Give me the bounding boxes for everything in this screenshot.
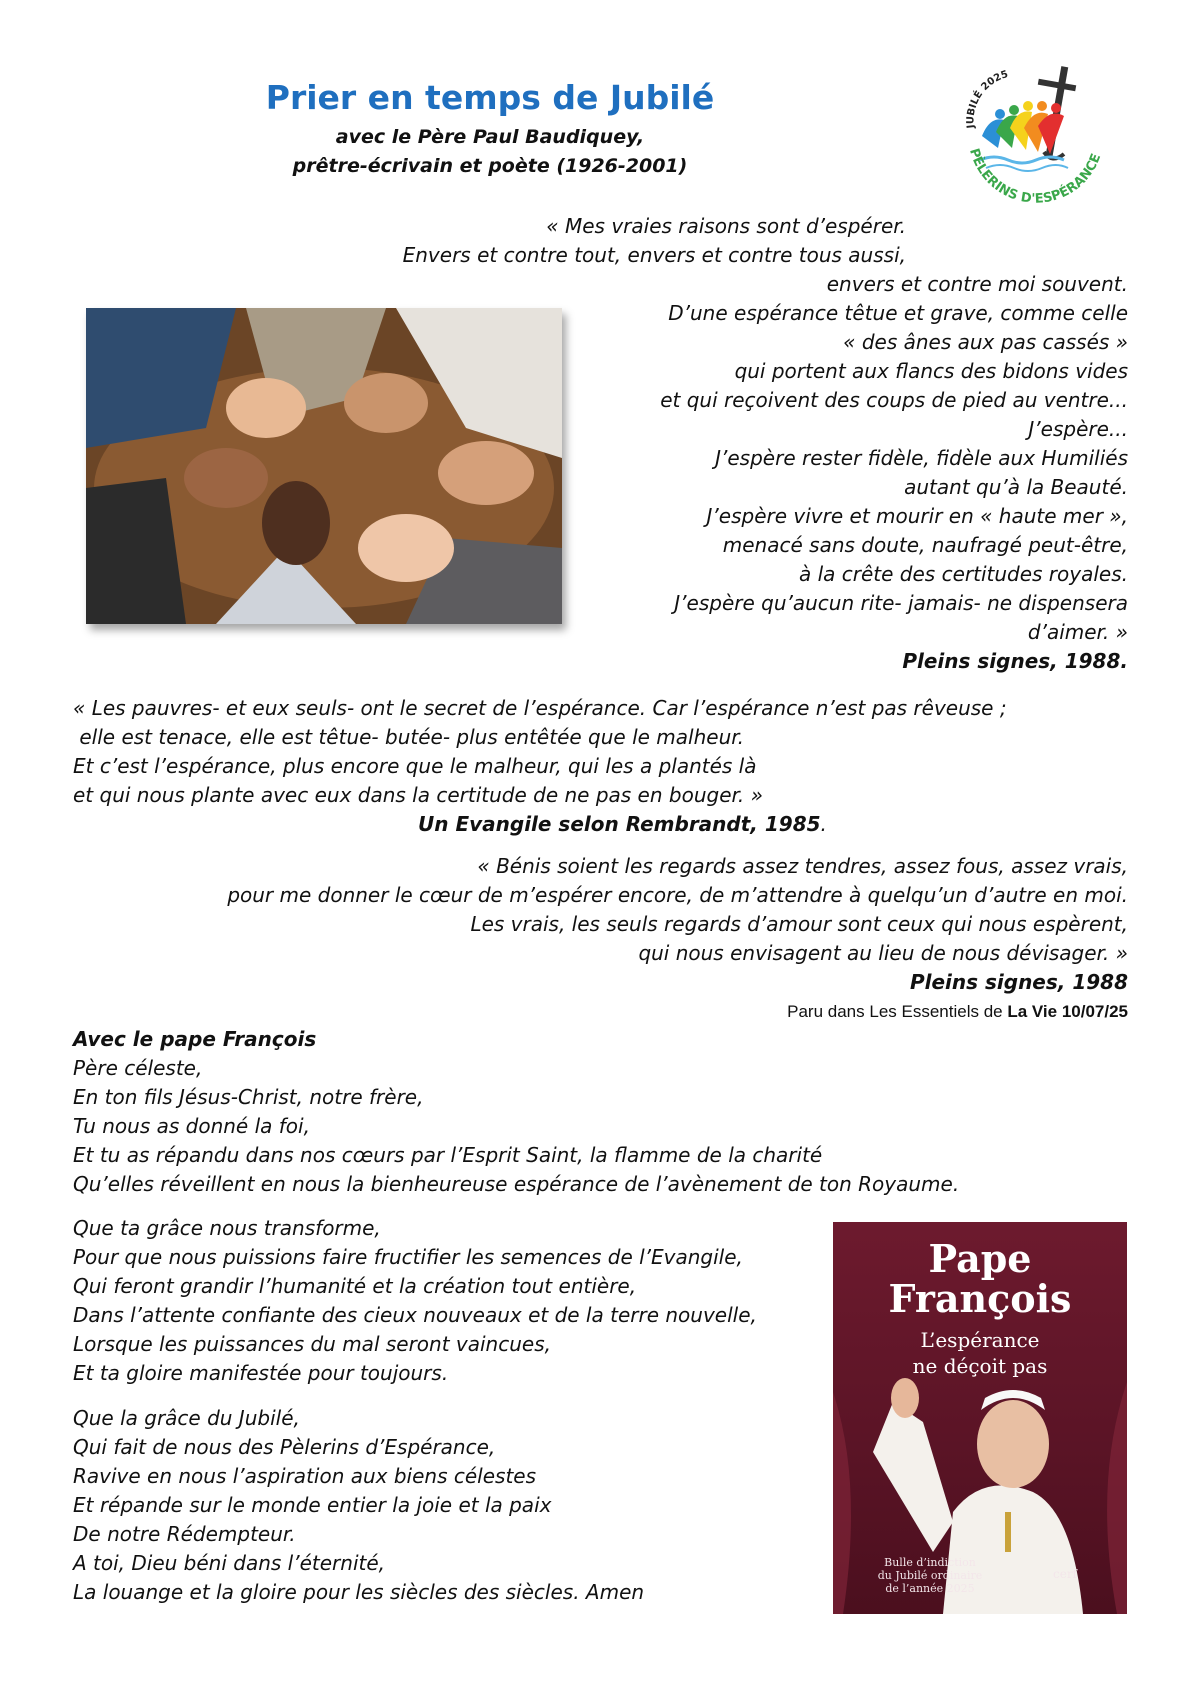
page-subtitle-line2: prêtre-écrivain et poète (1926-2001): [292, 155, 688, 177]
quote3-line: Les vrais, les seuls regards d’amour sont ceux qui nous espèrent,: [470, 912, 1128, 936]
prayer-line: Tu nous as donné la foi,: [73, 1114, 310, 1138]
prayer-stanza1: [73, 1025, 973, 1199]
quote2-source: Un Evangile selon Rembrandt, 1985: [418, 812, 821, 836]
pilgrims-figures: [982, 101, 1064, 154]
logo-arc-top-text: JUBILÉ 2025: [965, 68, 1010, 129]
prayer-line: Père céleste,: [73, 1056, 203, 1080]
prayer-line: Dans l’attente confiante des cieux nouveaux et de la terre nouvelle,: [73, 1303, 757, 1327]
quote1-line: autant qu’à la Beauté.: [904, 475, 1128, 499]
prayer-line: Ravive en nous l’aspiration aux biens célestes: [73, 1464, 537, 1488]
prayer-line: A toi, Dieu béni dans l’éternité,: [73, 1551, 386, 1575]
prayer-line: Lorsque les puissances du mal seront vaincues,: [73, 1332, 551, 1356]
praying-hands-photo: [86, 308, 562, 624]
publisher-logo: cerf: [1053, 1567, 1077, 1581]
quote1-line: Envers et contre tout, envers et contre tous aussi,: [402, 243, 906, 267]
page-subtitle-line1: avec le Père Paul Baudiquey,: [335, 126, 645, 148]
quote2-line: et qui nous plante avec eux dans la certitude de ne pas en bouger. »: [73, 783, 763, 807]
published-prefix: Paru dans Les Essentiels de: [787, 1002, 1008, 1021]
prayer-line: Et ta gloire manifestée pour toujours.: [73, 1361, 449, 1385]
quote3-line: « Bénis soient les regards assez tendres, assez fous, assez vrais,: [477, 854, 1128, 878]
quote1-block-b: [560, 270, 1128, 676]
quote1-line: envers et contre moi souvent.: [826, 272, 1128, 296]
quote2-source-suffix: .: [820, 812, 827, 836]
quote1-line: « Mes vraies raisons sont d’espérer.: [546, 214, 906, 238]
quote1-line: qui portent aux flancs des bidons vides: [734, 359, 1128, 383]
quote1-block-a: [350, 212, 906, 270]
prayer-line: De notre Rédempteur.: [73, 1522, 296, 1546]
quote1-line: d’aimer. »: [1027, 620, 1128, 644]
prayer-line: La louange et la gloire pour les siècles des siècles. Amen: [73, 1580, 645, 1604]
book-cover: [833, 1222, 1127, 1614]
prayer-heading: Avec le pape François: [73, 1027, 317, 1051]
quote1-line: J’espère vivre et mourir en « haute mer »,: [706, 504, 1128, 528]
quote2-line: « Les pauvres- et eux seuls- ont le secret de l’espérance. Car l’espérance n’est pas rêveuse ;: [73, 696, 1007, 720]
prayer-line: Qui fait de nous des Pèlerins d’Espérance,: [73, 1435, 496, 1459]
quote2-line: elle est tenace, elle est têtue- butée- plus entêtée que le malheur.: [73, 725, 744, 749]
svg-text:PÈLERINS D'ESPÉRANCE: [966, 147, 1102, 207]
book-title-line2: François: [888, 1276, 1072, 1321]
prayer-line: Qui feront grandir l’humanité et la création tout entière,: [73, 1274, 637, 1298]
praying-hands-image: [86, 308, 562, 624]
quote1-source: Pleins signes, 1988.: [902, 649, 1128, 673]
book-footer: [855, 1556, 1005, 1595]
published-note: [500, 1002, 1128, 1022]
prayer-stanza2: [73, 1214, 813, 1388]
quote3-source: Pleins signes, 1988: [909, 970, 1128, 994]
book-footer-line: du Jubilé ordinaire: [877, 1569, 983, 1582]
quote1-line: à la crête des certitudes royales.: [799, 562, 1128, 586]
quote1-line: J’espère rester fidèle, fidèle aux Humiliés: [715, 446, 1128, 470]
prayer-line: Qu’elles réveillent en nous la bienheureuse espérance de l’avènement de ton Royaume.: [73, 1172, 960, 1196]
prayer-line: En ton fils Jésus-Christ, notre frère,: [73, 1085, 424, 1109]
quote1-line: J’espère...: [1028, 417, 1128, 441]
published-source: La Vie 10/07/25: [1007, 1002, 1128, 1021]
quote3-line: qui nous envisagent au lieu de nous dévisager. »: [638, 941, 1128, 965]
page-title: Prier en temps de Jubilé: [265, 78, 715, 117]
jubilee-logo-graphic: [952, 58, 1102, 208]
quote1-line: « des ânes aux pas cassés »: [843, 330, 1128, 354]
prayer-line: Et répande sur le monde entier la joie et la paix: [73, 1493, 552, 1517]
quote1-line: D’une espérance têtue et grave, comme celle: [668, 301, 1128, 325]
prayer-line: Et tu as répandu dans nos cœurs par l’Esprit Saint, la flamme de la charité: [73, 1143, 823, 1167]
quote3-block: [150, 852, 1128, 997]
book-footer-line: de l’année 2025: [885, 1582, 975, 1595]
prayer-stanza3: [73, 1404, 813, 1607]
logo-arc-bottom-text: PÈLERINS D'ESPÉRANC: [965, 146, 1101, 207]
jubilee-logo: [952, 58, 1102, 208]
quote1-line: J’espère qu’aucun rite- jamais- ne dispensera: [674, 591, 1128, 615]
quote1-line: menacé sans doute, naufragé peut-être,: [722, 533, 1128, 557]
quote3-line: pour me donner le cœur de m’espérer encore, de m’attendre à quelqu’un d’autre en moi.: [227, 883, 1128, 907]
prayer-line: Que ta grâce nous transforme,: [73, 1216, 381, 1240]
prayer-line: Que la grâce du Jubilé,: [73, 1406, 300, 1430]
book-footer-line: Bulle d’indiction: [884, 1556, 976, 1569]
quote1-line: et qui reçoivent des coups de pied au ventre...: [660, 388, 1128, 412]
book-subtitle-line1: L’espérance: [920, 1328, 1040, 1352]
quote2-source-line: [418, 810, 827, 839]
book-title-line1: Pape: [928, 1236, 1032, 1281]
prayer-line: Pour que nous puissions faire fructifier les semences de l’Evangile,: [73, 1245, 743, 1269]
book-subtitle-line2: ne déçoit pas: [912, 1354, 1048, 1378]
quote2-block: [73, 694, 1073, 810]
quote2-line: Et c’est l’espérance, plus encore que le malheur, qui les a plantés là: [73, 754, 757, 778]
